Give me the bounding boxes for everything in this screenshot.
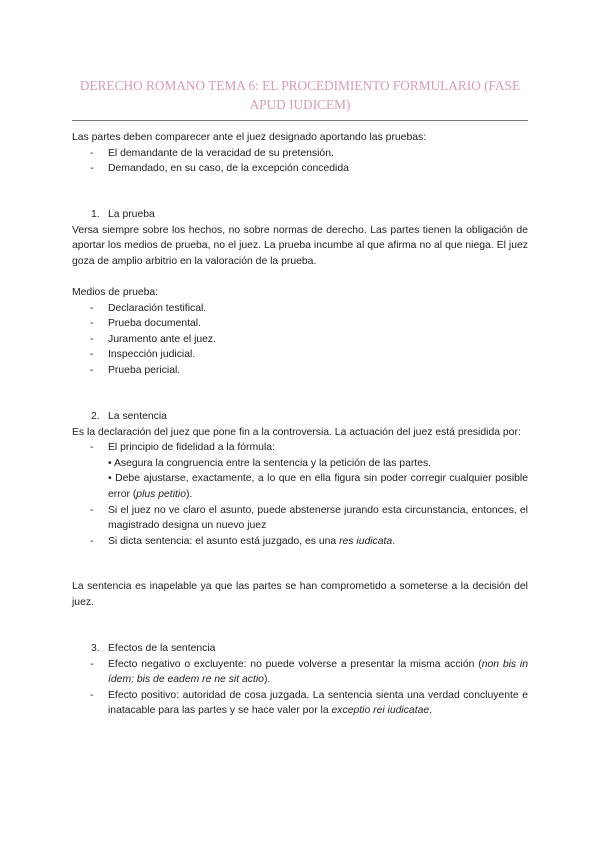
section-heading bbox=[72, 207, 528, 223]
section-title: La sentencia bbox=[108, 411, 167, 422]
sub-bullet: • Debe ajustarse, exactamente, a lo que en ella figura sin poder corregir cualquier posible error (plus petitio). bbox=[108, 473, 528, 500]
section-title: Efectos de la sentencia bbox=[108, 643, 216, 654]
title-divider bbox=[72, 120, 528, 121]
list-item: - Declaración testifical. bbox=[72, 301, 528, 317]
list-item: - Prueba documental. bbox=[72, 316, 528, 332]
section-prueba bbox=[72, 207, 528, 269]
intro-list bbox=[72, 146, 528, 177]
section-heading bbox=[72, 641, 528, 657]
list-item: - Demandado, en su caso, de la excepción concedida bbox=[72, 161, 528, 177]
item-lead: - El principio de fidelidad a la fórmula: bbox=[108, 442, 275, 454]
section-efectos bbox=[72, 641, 528, 719]
document-title: DERECHO ROMANO TEMA 6: EL PROCEDIMIENTO FORMULARIO (FASE APUD IUDICEM) bbox=[79, 78, 521, 112]
section-number: 2. bbox=[91, 411, 100, 422]
section-number: 3. bbox=[91, 643, 100, 654]
list-item: - Efecto negativo o excluyente: no puede volverse a presentar la misma acción (non bis in ídem; bis de eadem re ne sit actio). bbox=[72, 657, 528, 688]
section-title: La prueba bbox=[108, 209, 155, 220]
list-item: - Prueba pericial. bbox=[72, 363, 528, 379]
section-heading bbox=[72, 409, 528, 425]
medios-label: Medios de prueba: bbox=[72, 287, 159, 298]
medios-list bbox=[72, 301, 528, 379]
efectos-list bbox=[72, 657, 528, 719]
list-item: - El demandante de la veracidad de su pretensión. bbox=[72, 146, 528, 162]
sentencia-closing bbox=[72, 579, 528, 610]
medios-prueba bbox=[72, 285, 528, 379]
list-item: - Si el juez no ve claro el asunto, puede abstenerse jurando esta circunstancia, entonces, el magistrado designa un nuevo juez bbox=[72, 503, 528, 534]
list-item: - Si dicta sentencia: el asunto está juzgado, es una res iudicata. bbox=[72, 534, 528, 550]
intro-text: Las partes deben comparecer ante el juez designado aportando las pruebas: bbox=[72, 132, 427, 143]
section-paragraph: Versa siempre sobre los hechos, no sobre normas de derecho. Las partes tienen la obligación de aportar los medios de prueba, no el juez. La prueba incumbe al que afirma no al que niega. El juez goza de amplio arbitrio en la valoración de la prueba. bbox=[72, 224, 528, 267]
sub-bullet: • Asegura la congruencia entre la sentencia y la petición de las partes. bbox=[108, 457, 432, 469]
intro-section bbox=[72, 130, 528, 177]
section-sentencia bbox=[72, 409, 528, 549]
sentencia-list bbox=[72, 440, 528, 549]
list-item bbox=[72, 440, 528, 502]
closing-paragraph: La sentencia es inapelable ya que las partes se han comprometido a someterse a la decisión del juez. bbox=[72, 581, 528, 608]
section-number: 1. bbox=[91, 209, 100, 220]
list-item: - Efecto positivo: autoridad de cosa juzgada. La sentencia sienta una verdad concluyente e inatacable para las partes y se hace valer por la exceptio rei iudicatae. bbox=[72, 688, 528, 719]
list-item: - Juramento ante el juez. bbox=[72, 332, 528, 348]
section-paragraph: Es la declaración del juez que pone fin a la controversia. La actuación del juez está presidida por: bbox=[72, 426, 521, 438]
list-item: - Inspección judicial. bbox=[72, 347, 528, 363]
